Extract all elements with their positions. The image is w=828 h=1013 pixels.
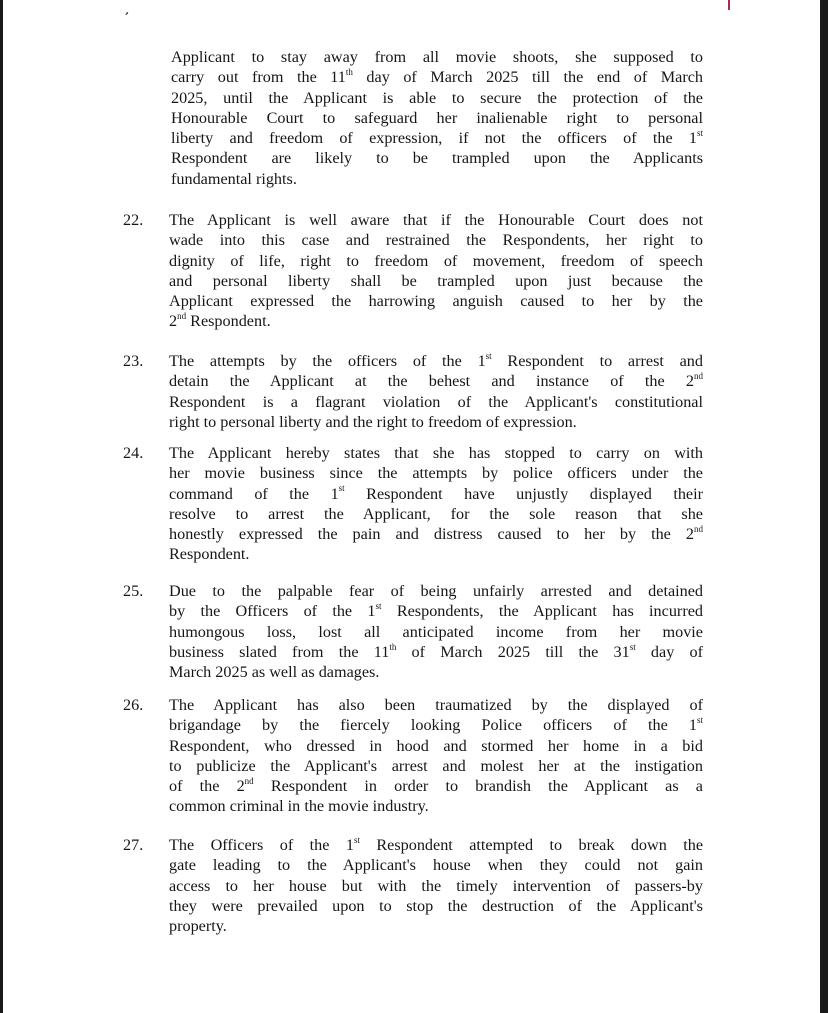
text-line: detain the Applicant at the behest and instance of the 2nd [169, 370, 703, 391]
text-line: right to personal liberty and the right to freedom of expression. [169, 412, 577, 431]
paragraph-24 [123, 443, 703, 565]
paragraph-27 [123, 835, 703, 936]
text-line: Honourable Court to safeguard her inalienable right to personal [171, 108, 703, 127]
text-line: The attempts by the officers of the 1st Respondent to arrest and [169, 350, 703, 370]
paragraph-26 [123, 695, 703, 817]
text-line: common criminal in the movie industry. [169, 797, 429, 816]
paragraph-text [169, 443, 703, 565]
paragraph-text [169, 210, 703, 332]
text-line: 2025, until the Applicant is able to secure the protection of the [171, 88, 703, 107]
text-line: Respondent are likely to be trampled upon the Applicants [171, 149, 703, 168]
text-line: The Applicant hereby states that she has stopped to carry on with [169, 444, 703, 462]
paragraph-22 [123, 210, 703, 332]
paragraph-number: 27. [123, 836, 144, 854]
scan-artifact-mark: ’ [120, 9, 131, 27]
red-pen-tick-mark [728, 0, 730, 10]
text-line: fundamental rights. [171, 169, 297, 188]
text-line: 2nd Respondent. [169, 311, 271, 331]
text-line: humongous loss, lost all anticipated income from her movie [169, 622, 703, 641]
paragraph-25 [123, 581, 703, 682]
paragraph-23 [123, 351, 703, 432]
paragraph-text [169, 581, 703, 682]
text-line: and personal liberty shall be trampled upon just because the [169, 271, 703, 290]
text-line: Due to the palpable fear of being unfairly arrested and detained [169, 582, 703, 600]
paragraph-text [169, 835, 703, 936]
paragraph-number: 22. [123, 211, 144, 229]
text-line: gate leading to the Applicant's house when they could not gain [169, 856, 703, 875]
text-line: command of the 1st Respondent have unjustly displayed their [169, 483, 704, 503]
paragraph-number: 24. [123, 444, 144, 462]
text-line: brigandage by the fiercely looking Police officers of the 1st [169, 714, 703, 735]
text-line: March 2025 as well as damages. [169, 663, 380, 682]
text-line: wade into this case and restrained the Respondents, her right to [169, 231, 703, 250]
text-line: Applicant to stay away from all movie shoots, she supposed to [171, 48, 703, 66]
paragraph-number: 23. [123, 352, 144, 370]
text-line: of the 2nd Respondent in order to brandish the Applicant as a [169, 775, 703, 796]
text-line: Respondent, who dressed in hood and stormed her home in a bid [169, 736, 703, 755]
text-line: honestly expressed the pain and distress caused to her by the 2nd [169, 523, 703, 544]
text-line: Applicant expressed the harrowing anguish caused to her by the [169, 292, 703, 311]
text-line: her movie business since the attempts by police officers under the [169, 464, 703, 483]
text-line: business slated from the 11th of March 2025 till the 31st day of [169, 641, 704, 661]
paragraph-number: 25. [123, 582, 144, 600]
text-line: carry out from the 11th day of March 2025 till the end of March [171, 66, 703, 87]
paragraph-text [169, 351, 703, 432]
text-line: they were prevailed upon to stop the destruction of the Applicant's [169, 896, 703, 915]
text-line: to publicize the Applicant's arrest and molest her at the instigation [169, 756, 703, 775]
paragraph-text [169, 695, 703, 817]
text-line: dignity of life, right to freedom of movement, freedom of speech [169, 251, 703, 270]
text-line: The Applicant is well aware that if the Honourable Court does not [169, 211, 703, 229]
text-line: access to her house but with the timely intervention of passers-by [169, 876, 703, 895]
text-line: by the Officers of the 1st Respondents, the Applicant has incurred [169, 600, 703, 621]
text-line: property. [169, 917, 227, 936]
text-line: Respondent is a flagrant violation of the Applicant's constitutional [169, 392, 703, 411]
scan-border-right [820, 0, 828, 1013]
text-line: The Applicant has also been traumatized by the displayed of [169, 696, 703, 714]
paragraph-number: 26. [123, 696, 144, 714]
text-line: Respondent. [169, 545, 250, 564]
text-line: liberty and freedom of expression, if not the officers of the 1st [171, 127, 703, 148]
text-line: The Officers of the 1st Respondent attempted to break down the [169, 834, 703, 854]
text-line: resolve to arrest the Applicant, for the sole reason that she [169, 504, 703, 523]
intro-paragraph-continuation [171, 47, 703, 189]
